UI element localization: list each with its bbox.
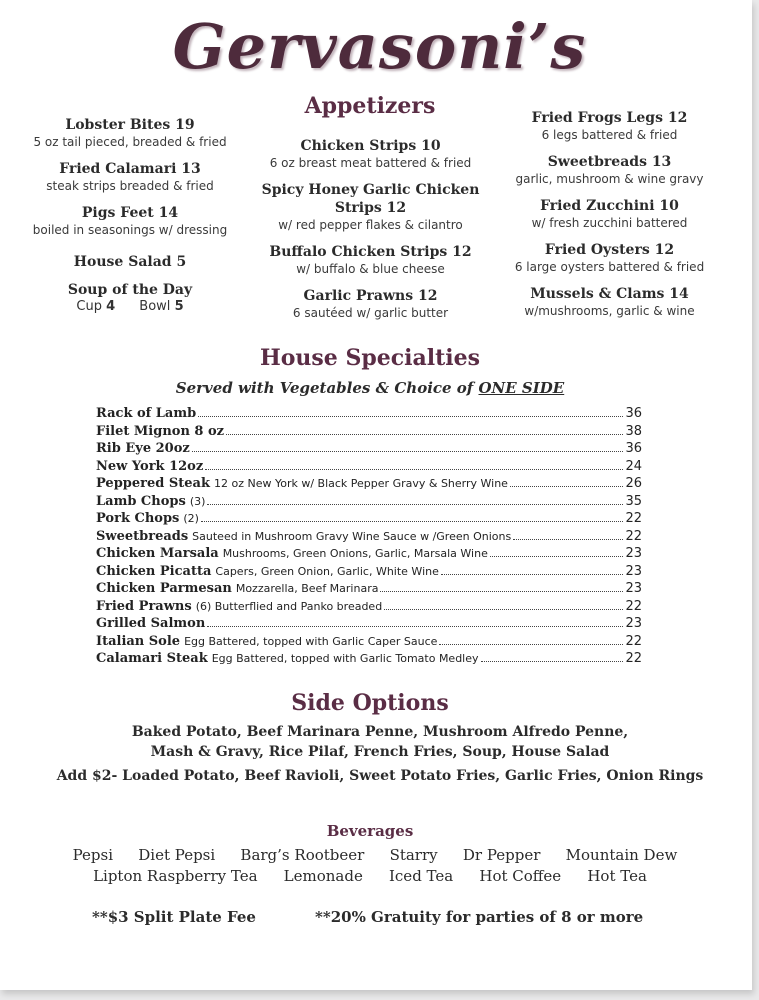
- side-options-heading: Side Options: [291, 690, 449, 716]
- beverage-item: Lipton Raspberry Tea: [93, 867, 258, 885]
- specialty-name: Chicken Marsala: [96, 546, 219, 561]
- house-specialties-heading: House Specialties: [259, 345, 481, 371]
- served-with-note: [120, 379, 620, 397]
- appetizer-name: Chicken Strips 10: [300, 138, 441, 154]
- appetizer-item: [258, 181, 483, 234]
- appetizer-desc: 6 sautéed w/ garlic butter: [292, 306, 449, 320]
- dot-leader: [441, 564, 624, 575]
- appetizer-name: Lobster Bites 19: [65, 117, 195, 133]
- appetizer-item: [20, 253, 240, 271]
- soup-cup-price: 4: [106, 299, 116, 314]
- beverage-item: Iced Tea: [388, 867, 454, 885]
- specialty-name: Rib Eye 20oz: [96, 441, 190, 456]
- soup-bowl: [139, 299, 183, 314]
- soup-bowl-label: Bowl: [139, 299, 171, 314]
- beverage-item: Starry: [389, 846, 438, 864]
- appetizer-name: Fried Oysters 12: [544, 242, 675, 258]
- specialty-price: 22: [625, 651, 642, 666]
- dot-leader: [513, 529, 623, 540]
- appetizer-item: [502, 153, 717, 188]
- beverage-item: Diet Pepsi: [138, 846, 216, 864]
- appetizer-desc: 6 large oysters battered & fried: [514, 260, 705, 274]
- appetizer-name: Mussels & Clams 14: [530, 286, 689, 302]
- specialty-price: 23: [625, 616, 642, 631]
- specialty-name: Peppered Steak: [96, 476, 210, 491]
- specialty-price: 23: [625, 546, 642, 561]
- beverage-item: Lemonade: [283, 867, 363, 885]
- appetizer-item: [502, 285, 717, 320]
- specialty-row: [96, 424, 642, 442]
- beverage-item: Hot Tea: [587, 867, 647, 885]
- specialty-row: [96, 546, 642, 564]
- soup-name: Soup of the Day: [67, 282, 193, 298]
- specialty-row: [96, 616, 642, 634]
- soup-of-the-day: [20, 281, 240, 314]
- specialty-price: 24: [625, 458, 642, 474]
- appetizer-item: [258, 287, 483, 322]
- dot-leader: [380, 581, 623, 592]
- specialty-name: Calamari Steak: [96, 651, 208, 666]
- beverage-item: Mountain Dew: [565, 846, 678, 864]
- appetizer-desc: w/ red pepper flakes & cilantro: [278, 218, 463, 232]
- specialty-row: [96, 441, 642, 459]
- appetizer-item: [20, 204, 240, 239]
- appetizer-item: [258, 243, 483, 278]
- specialty-desc: Mushrooms, Green Onions, Garlic, Marsala Wine: [222, 547, 488, 560]
- appetizer-name: Fried Frogs Legs 12: [531, 110, 688, 126]
- specialty-price: 22: [625, 598, 642, 614]
- soup-bowl-price: 5: [174, 299, 184, 314]
- appetizer-desc: 5 oz tail pieced, breaded & fried: [33, 135, 227, 149]
- appetizer-name: Fried Zucchini 10: [540, 198, 679, 214]
- appetizer-desc: boiled in seasonings w/ dressing: [32, 223, 228, 237]
- specialty-price: 23: [625, 563, 642, 579]
- specialty-price: 22: [625, 528, 642, 544]
- specialty-name: New York 12oz: [96, 458, 204, 474]
- beverage-item: Hot Coffee: [479, 867, 562, 885]
- beverage-item: Barg’s Rootbeer: [240, 846, 365, 864]
- appetizer-item: [502, 197, 717, 232]
- specialty-name: Lamb Chops: [96, 493, 186, 509]
- side-options-list: [60, 722, 700, 762]
- appetizer-item: [20, 116, 240, 151]
- specialty-name: Grilled Salmon: [96, 616, 206, 631]
- specialty-row: [96, 511, 642, 529]
- appetizers-middle-column: [258, 137, 483, 331]
- specialty-row: [96, 634, 642, 652]
- specialty-price: 36: [625, 406, 642, 421]
- gratuity-note: **20% Gratuity for parties of 8 or more: [315, 908, 644, 926]
- dot-leader: [207, 616, 623, 627]
- specialty-row: [96, 651, 642, 669]
- specialty-row: [96, 494, 642, 512]
- specialty-price: 26: [625, 476, 642, 491]
- dot-leader: [198, 406, 623, 417]
- side-options-line: Baked Potato, Beef Marinara Penne, Mushroom Alfredo Penne,: [131, 724, 629, 740]
- beverages-row: [80, 867, 660, 885]
- split-plate-fee: **$3 Split Plate Fee: [92, 908, 256, 926]
- specialty-row: [96, 476, 642, 494]
- appetizer-desc: w/ buffalo & blue cheese: [296, 262, 445, 276]
- appetizer-desc: w/mushrooms, garlic & wine: [524, 304, 695, 318]
- specialty-desc: (6) Butterflied and Panko breaded: [195, 599, 383, 613]
- specialty-row: [96, 581, 642, 599]
- appetizer-name: Fried Calamari 13: [59, 161, 201, 177]
- restaurant-logo: Gervasoni’s: [172, 10, 587, 83]
- specialty-name: Pork Chops: [96, 511, 180, 526]
- specialty-price: 36: [625, 441, 642, 456]
- dot-leader: [192, 441, 624, 452]
- specialty-desc: 12 oz New York w/ Black Pepper Gravy & Sherry Wine: [213, 477, 508, 490]
- dot-leader: [490, 546, 624, 557]
- specialty-price: 22: [625, 511, 642, 526]
- appetizer-desc: steak strips breaded & fried: [46, 179, 214, 193]
- specialty-name: Sweetbreads: [96, 528, 189, 544]
- beverages-row: [60, 846, 690, 864]
- specialty-name: Rack of Lamb: [96, 406, 197, 421]
- appetizers-right-column: [502, 109, 717, 329]
- soup-prices: [20, 299, 240, 314]
- appetizer-name: Buffalo Chicken Strips 12: [269, 244, 472, 260]
- side-options-addon: Add $2- Loaded Potato, Beef Ravioli, Sweet Potato Fries, Garlic Fries, Onion Rings: [56, 768, 704, 784]
- dot-leader: [205, 459, 623, 470]
- dot-leader: [226, 424, 623, 435]
- specialty-desc: Egg Battered, topped with Garlic Tomato Medley: [211, 652, 479, 665]
- dot-leader: [481, 651, 624, 662]
- appetizer-name: House Salad 5: [73, 254, 187, 270]
- appetizer-desc: garlic, mushroom & wine gravy: [515, 172, 704, 186]
- specialty-price: 35: [625, 493, 642, 509]
- appetizer-name: Garlic Prawns 12: [303, 288, 438, 304]
- specialty-price: 23: [625, 581, 642, 596]
- specialty-desc: Capers, Green Onion, Garlic, White Wine: [215, 564, 439, 578]
- specialty-desc: Egg Battered, topped with Garlic Caper Sauce: [184, 634, 438, 648]
- appetizer-desc: 6 oz breast meat battered & fried: [269, 156, 472, 170]
- dot-leader: [510, 476, 624, 487]
- dot-leader: [207, 494, 623, 505]
- specialty-row: [96, 599, 642, 617]
- specialty-desc: Mozzarella, Beef Marinara: [235, 582, 379, 595]
- specialty-name: Chicken Picatta: [96, 563, 212, 579]
- appetizer-item: [502, 241, 717, 276]
- appetizer-item: [20, 160, 240, 195]
- served-prefix: Served with Vegetables & Choice of: [175, 379, 479, 397]
- specialty-desc: Sauteed in Mushroom Gravy Wine Sauce w /Green Onions: [192, 529, 512, 543]
- beverage-item: Pepsi: [72, 846, 114, 864]
- appetizer-name: Spicy Honey Garlic Chicken Strips 12: [261, 182, 480, 216]
- appetizers-heading: Appetizers: [304, 93, 436, 119]
- specialty-price: 22: [625, 633, 642, 649]
- appetizer-item: [258, 137, 483, 172]
- specialty-row: [96, 459, 642, 477]
- specialty-desc: (2): [183, 512, 199, 525]
- specialty-name: Chicken Parmesan: [96, 581, 232, 596]
- beverages-heading: Beverages: [326, 822, 414, 840]
- specialty-name: Italian Sole: [96, 633, 181, 649]
- soup-cup: [76, 299, 115, 314]
- specialty-name: Filet Mignon 8 oz: [96, 423, 225, 439]
- side-options-line: Mash & Gravy, Rice Pilaf, French Fries, Soup, House Salad: [150, 744, 610, 760]
- appetizer-desc: w/ fresh zucchini battered: [531, 216, 688, 230]
- specialty-row: [96, 406, 642, 424]
- appetizer-desc: 6 legs battered & fried: [541, 128, 678, 142]
- specialty-desc: (3): [189, 494, 206, 508]
- appetizers-left-column: [20, 116, 240, 323]
- soup-cup-label: Cup: [76, 299, 102, 314]
- specialty-row: [96, 564, 642, 582]
- dot-leader: [201, 511, 624, 522]
- specialty-price: 38: [625, 423, 642, 439]
- appetizer-name: Pigs Feet 14: [81, 205, 179, 221]
- served-emphasis: ONE SIDE: [478, 379, 565, 397]
- appetizer-item: [502, 109, 717, 144]
- specialties-list: [96, 406, 642, 669]
- beverage-item: Dr Pepper: [462, 846, 541, 864]
- appetizer-name: Sweetbreads 13: [547, 154, 672, 170]
- dot-leader: [439, 634, 623, 645]
- dot-leader: [384, 599, 623, 610]
- specialty-row: [96, 529, 642, 547]
- specialty-name: Fried Prawns: [96, 598, 192, 614]
